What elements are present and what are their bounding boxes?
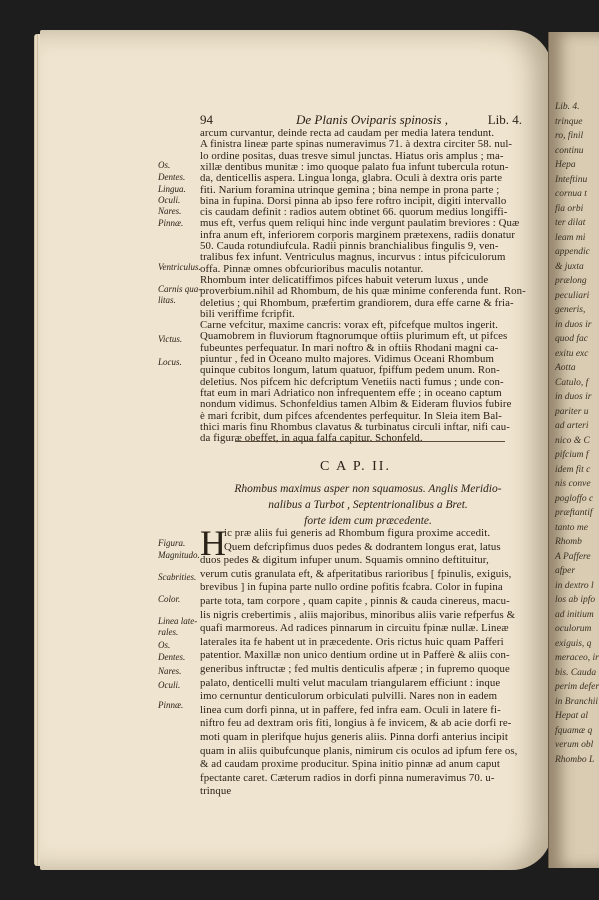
right-page-fragment: appendic bbox=[555, 247, 590, 257]
drop-cap: H bbox=[200, 523, 226, 563]
margin-note: Pinnæ. bbox=[158, 700, 184, 710]
text-line: palato, denticelli multi velut maculam triangularem efficiunt : inque bbox=[200, 676, 501, 689]
text-line: mus eft, verfus quem reliqui hinc inde vergunt paulatim breviores : Quæ bbox=[200, 217, 520, 230]
right-page-fragment: cornua t bbox=[555, 189, 587, 199]
section-rule bbox=[235, 441, 505, 442]
right-page-fragment: oculorum bbox=[555, 624, 592, 634]
text-line: parte tota, tam corpore , quam capite , pinnis & cauda cinereus, macu- bbox=[200, 595, 510, 607]
right-page-fragment: meraceo, ir bbox=[555, 653, 599, 663]
text-line: Carne vefcitur, maxime cancris: vorax eft, pifcefque multos ingerit. bbox=[200, 319, 499, 332]
margin-note: Dentes. bbox=[158, 652, 186, 662]
right-page-fragment: Inteftinu bbox=[555, 174, 588, 185]
text-line: deletius. Nos pifcem hic defcriptum Venetiis nacti fumus ; unde con- bbox=[200, 375, 504, 388]
subtitle-line: nalibus a Turbot , Septentrionalibus a Bret. bbox=[268, 499, 468, 511]
right-page-fragment: prælong bbox=[555, 276, 587, 286]
text-line: generibus inftructæ ; fed multis denticulis afperæ ; in fupremo quoque bbox=[200, 663, 510, 675]
text-line: da, denticellis aspera. Lingua longa, glabra. Oculi à dextra oris parte bbox=[200, 172, 503, 185]
text-line: imo cernuntur denticulorum orbiculati pulvilli. Nares non in eadem bbox=[200, 690, 498, 703]
text-line: Quamobrem in fluviorum ftagnorumque oftiis plurimum eft, ut pifces bbox=[200, 330, 508, 343]
margin-note: rales. bbox=[158, 627, 179, 637]
text-line: fpectante caret. Cæterum radios in dorfi pinna numeravimus 70. u- bbox=[200, 771, 495, 784]
text-line: linea cum dorfi pinna, ut in paffere, fed infra eam. Oculi in latere fi- bbox=[200, 703, 501, 716]
text-line: da figuræ obeffet, in aqua falfa capitur. Schonfeld. bbox=[200, 432, 423, 445]
right-page-fragment: fia orbi bbox=[555, 203, 584, 214]
right-page-fragment: Rhombo L bbox=[555, 754, 595, 765]
text-line: Rhombum inter delicatiffimos pifces habuit veterum luxus , unde bbox=[200, 273, 489, 286]
right-page-fragment: Catulo, f bbox=[555, 377, 589, 388]
page-number: 94 bbox=[200, 112, 213, 127]
text-line: patentior. Maxillæ non unico dentium ordine ut in Pafferè & aliis con- bbox=[200, 649, 510, 662]
text-line: trinque bbox=[200, 785, 232, 798]
text-line: & ad caudam proxime producitur. Spina initio pinnæ ad anum caput bbox=[200, 758, 500, 771]
subtitle-line: Rhombus maximus asper non squamosus. Anglis Meridio- bbox=[234, 483, 502, 495]
margin-note: Nares. bbox=[158, 666, 182, 676]
margin-note: Os. bbox=[158, 640, 171, 650]
text-line: duos pedes & digitum infuper unum. Squamis omnino deftituitur, bbox=[200, 554, 489, 567]
right-page-fragment: Aotta bbox=[555, 363, 576, 373]
right-page-fragment: in dextro l bbox=[555, 580, 594, 591]
margin-note: Oculi. bbox=[158, 195, 181, 205]
right-page-fragment: trinque bbox=[555, 116, 583, 127]
right-page-fragment: Rhomb bbox=[555, 537, 582, 547]
right-page-fragment: leam mi bbox=[555, 232, 586, 243]
right-page-fragment: A Paffere bbox=[555, 551, 591, 562]
right-page-fragment: pifcium f bbox=[555, 450, 589, 460]
text-line: quam in aliis quibufcunque planis, nimirum cis oculos ad ipfum fere os, bbox=[200, 744, 518, 757]
text-line: è mari fcribit, dum pifces afcendentes perfequitur. In Sleia item Bal- bbox=[200, 409, 503, 422]
margin-note: Nares. bbox=[158, 206, 182, 216]
text-line: moti quam in plerifque hujus generis aliis. Pinna dorfi anterius incipit bbox=[200, 731, 508, 743]
text-line: tralibus fex infunt. Ventriculus magnus, incurvus : intus pifciculorum bbox=[200, 251, 506, 264]
text-line: quafi marmoreus. Ad radices pinnarum in circuitu fpinæ nullæ. Lineæ bbox=[200, 622, 509, 635]
text-line: bili veriffime fcripfit. bbox=[200, 307, 295, 320]
right-page-fragment: idem fit c bbox=[555, 464, 591, 475]
right-page-fragment: bis. Cauda bbox=[555, 667, 597, 678]
margin-note: Locus. bbox=[158, 357, 182, 367]
right-page-fragment: Hepa bbox=[555, 160, 576, 170]
text-line: Quem defcripfimus duos pedes & dodrantem longus erat, latus bbox=[224, 540, 501, 553]
text-line: nondum vidimus. Schonfeldius tamen Albim & Eideram fluvios fubire bbox=[200, 398, 512, 411]
book-number: Lib. 4. bbox=[487, 112, 522, 127]
running-title: De Planis Oviparis spinosis , bbox=[296, 112, 449, 127]
margin-note: Pinnæ. bbox=[158, 218, 184, 228]
text-line: niftro feu ad dextram oris fiti, longius à fe invicem, & ab acie dorfi re- bbox=[200, 717, 512, 730]
right-page-fragment: tanto me bbox=[555, 522, 588, 533]
margin-note: Color. bbox=[158, 594, 181, 604]
right-page-fragment: ro, finil bbox=[555, 131, 584, 141]
right-page-fragment: ad arteri bbox=[555, 421, 589, 431]
right-page-fragment: nis conve bbox=[555, 479, 591, 489]
right-page-fragment: generis, bbox=[555, 305, 586, 315]
right-page-fragment: in duos ir bbox=[555, 392, 592, 402]
right-page bbox=[548, 32, 599, 868]
text-line: thici maris finu Rhombus clavatus & turbinatus circuli inftar, nifi cau- bbox=[200, 420, 510, 433]
margin-note: Linea late- bbox=[158, 616, 198, 626]
right-page-fragment: exiguis, q bbox=[555, 638, 592, 649]
right-page-fragment: nico & C bbox=[555, 435, 590, 446]
text-line: laterales ita fe habent ut in præcedente. Oris rictus huic quam Pafferi bbox=[200, 635, 504, 648]
text-line: lis nigris crebertimis , aliis majoribus, minoribus aliis varie refperfus & bbox=[200, 608, 516, 621]
text-line: piuntur , fed in Oceano multo majores. Vidimus Oceani Rhombum bbox=[200, 353, 495, 365]
text-line: A finistra lineæ parte spinas numeravimus 71. à dextra circiter 58. nul- bbox=[200, 138, 513, 151]
text-line: ic præ aliis fui generis ad Rhombum figura proxime accedit. bbox=[224, 527, 491, 539]
margin-note: Dentes. bbox=[158, 172, 186, 182]
right-page-fragment: afper bbox=[555, 566, 576, 576]
text-line: offa. Pinnæ omnes obfcurioribus maculis notantur. bbox=[200, 262, 424, 275]
right-page-fragment: peculiari bbox=[555, 290, 590, 301]
right-page-fragment: perim defer bbox=[555, 682, 599, 692]
margin-note: Oculi. bbox=[158, 680, 181, 690]
text-line: 50. Cauda rotundiufcula. Radii pinnis branchialibus fingulis 9, ven- bbox=[200, 240, 499, 252]
text-line: deletius ; qui Rhombum, præfertim grandiorem, dura effe carne & fria- bbox=[200, 296, 514, 309]
text-line: brevibus ] in fupina parte nullo ordine pofitis fcabra. Color in fupina bbox=[200, 581, 503, 594]
margin-note: Figura. bbox=[158, 538, 186, 548]
right-page-fragment: in duos ir bbox=[555, 319, 592, 330]
right-page-fragment: verum obl bbox=[555, 740, 594, 750]
text-line: quinque cubitos longum, latum quatuor, fpiffum pedem unum. Ron- bbox=[200, 364, 500, 377]
text-line: verum cutis granulata eft, & afperitatibus rarioribus [ fpinulis, exiguis, bbox=[200, 567, 512, 580]
subtitle-line: forte idem cum præcedente. bbox=[304, 515, 432, 527]
text-line: fubeuntes perfequatur. In mari noftro & in oftiis Rhodani magni ca- bbox=[200, 341, 499, 354]
margin-note: Ventriculus. bbox=[158, 262, 201, 272]
right-page-fragment: ter dilat bbox=[555, 218, 586, 228]
right-page-fragment: los ab ipfo bbox=[555, 595, 596, 605]
right-page-fragment: pogloffo c bbox=[555, 493, 594, 504]
right-page-fragment: continu bbox=[555, 145, 584, 156]
text-line: cis caudam definit : radios autem obtinet 66. quorum medius longiffi- bbox=[200, 206, 508, 219]
right-page-fragment: exitu exc bbox=[555, 348, 589, 359]
text-line: xillæ dentibus munitæ : imo quoque palato fua infunt tubercula rotun- bbox=[200, 160, 509, 173]
margin-note: Carnis qua- bbox=[158, 284, 202, 294]
text-line: arcum curvantur, deinde recta ad caudam per media latera tendunt. bbox=[200, 127, 495, 139]
right-page-fragment: & juxta bbox=[555, 261, 584, 272]
right-page-fragment: Hepat al bbox=[555, 711, 588, 721]
text-line: ftat eum in mari Adriatico non infrequentem effe ; in oceano captum bbox=[200, 386, 502, 399]
text-line: bina in fupina. Dorsi pinna ab ipso fere roftro incipit, digiti intervallo bbox=[200, 194, 507, 207]
margin-note: Victus. bbox=[158, 334, 183, 344]
right-page-fragment: fquamæ q bbox=[555, 725, 593, 736]
margin-note: Magnitudo. bbox=[158, 550, 200, 560]
text-line: fiti. Narium foramina utrinque gemina ; bina nempe in prona parte ; bbox=[200, 183, 500, 196]
text-line: infra anum eft, inferiorem corporis marginem prætexens, radiis donatur bbox=[200, 228, 516, 241]
margin-note: litas. bbox=[158, 295, 176, 305]
text-line: proverbium.nihil ad Rhombum, de his quæ minime conferenda funt. Ron- bbox=[200, 285, 526, 298]
right-page-fragment: quod fac bbox=[555, 334, 588, 344]
margin-note: Scabrities. bbox=[158, 572, 197, 582]
right-page-fragment: in Branchii bbox=[555, 696, 599, 707]
right-page-fragment: Lib. 4. bbox=[555, 102, 580, 112]
text-line: lo ordine positas, duas tresve simul junctas. Hiatus oris amplus ; ma- bbox=[200, 149, 504, 162]
margin-note: Os. bbox=[158, 160, 171, 170]
margin-note: Lingua. bbox=[158, 184, 186, 194]
right-page-fragment: ad initium bbox=[555, 609, 594, 620]
right-page-fragment: pariter u bbox=[555, 406, 589, 417]
chapter-heading: C A P. II. bbox=[320, 459, 391, 474]
right-page-fragment: præftantif bbox=[555, 508, 593, 518]
